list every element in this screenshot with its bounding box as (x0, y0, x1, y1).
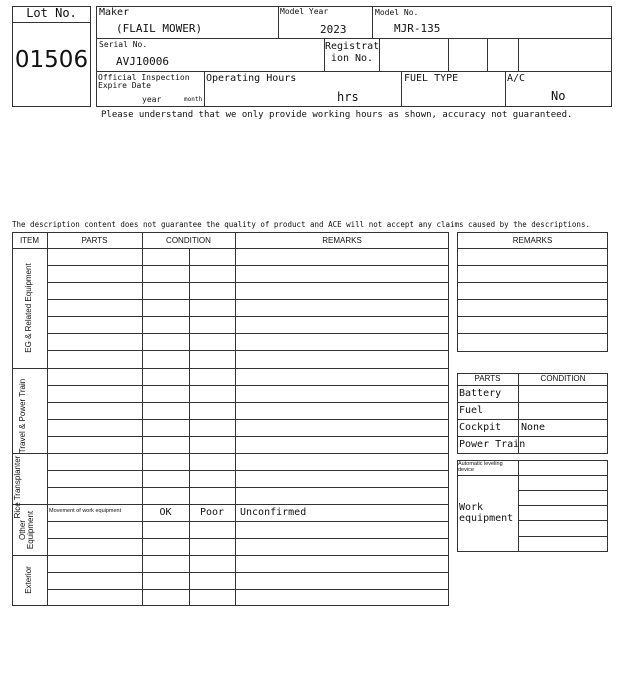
condition-header: CONDITION (540, 374, 586, 383)
col-item-header: ITEM (19, 236, 40, 245)
work-equipment-label-1: Work (459, 502, 484, 513)
fuel-type-label: FUEL TYPE (404, 73, 459, 84)
col-remarks-header: REMARKS (322, 236, 362, 245)
hours-unit: hrs (337, 90, 359, 104)
auto-leveling-label-2: device (458, 467, 474, 473)
description-notice: The description content does not guarantee the quality of product and ACE will not accept any claims caused by the descriptions. (12, 220, 590, 229)
serial-label: Serial No. (99, 40, 148, 49)
ac-label: A/C (507, 73, 526, 84)
col-condition-header: CONDITION (166, 236, 211, 245)
group-rice-transplanter: Rice Transplanter (13, 455, 22, 519)
maker-value: (FLAIL MOWER) (116, 22, 203, 35)
registration-label-1: Registrat (325, 41, 380, 52)
serial-value: AVJ10006 (116, 55, 169, 68)
group-other-equipment: Other Equipment (18, 510, 36, 550)
group-travel-power: Travel & Power Train (18, 378, 27, 454)
work-equipment-label-2: equipment (459, 513, 514, 524)
condition-ok: OK (159, 507, 172, 518)
remark-unconfirmed: Unconfirmed (240, 507, 307, 518)
other-part-movement: Movement of work equipment (49, 508, 122, 514)
registration-label-2: ion No. (330, 53, 374, 64)
condition-poor: Poor (199, 507, 225, 518)
model-year-value: 2023 (320, 23, 347, 36)
year-label: year (142, 95, 162, 104)
right-remarks-header: REMARKS (512, 236, 553, 245)
inspection-label-1: Official Inspection (98, 73, 190, 82)
lot-label: Lot No. (26, 6, 77, 20)
condition-cockpit: None (521, 422, 546, 433)
model-year-label: Model Year (280, 7, 329, 16)
part-cockpit: Cockpit (459, 422, 502, 433)
ac-value: No (551, 89, 566, 103)
group-exterior: Exterior (24, 566, 33, 594)
parts-header: PARTS (474, 374, 501, 383)
inspection-label-2: Expire Date (98, 81, 151, 90)
part-battery: Battery (459, 388, 502, 399)
model-no-label: Model No. (375, 8, 419, 17)
part-fuel: Fuel (459, 405, 484, 416)
group-eg-related: EG & Related Equipment (24, 263, 33, 353)
col-parts-header: PARTS (81, 236, 108, 245)
lot-number: 01506 (14, 47, 89, 73)
hours-notice: Please understand that we only provide working hours as shown, accuracy not guaranteed. (101, 110, 573, 120)
maker-label: Maker (99, 7, 130, 18)
month-label: month (184, 96, 203, 103)
auto-leveling-label-1: Automatic leveling (458, 461, 503, 467)
part-power-train: Power Train (459, 439, 526, 450)
operating-hours-label: Operating Hours (206, 73, 297, 84)
model-no-value: MJR-135 (394, 22, 441, 35)
